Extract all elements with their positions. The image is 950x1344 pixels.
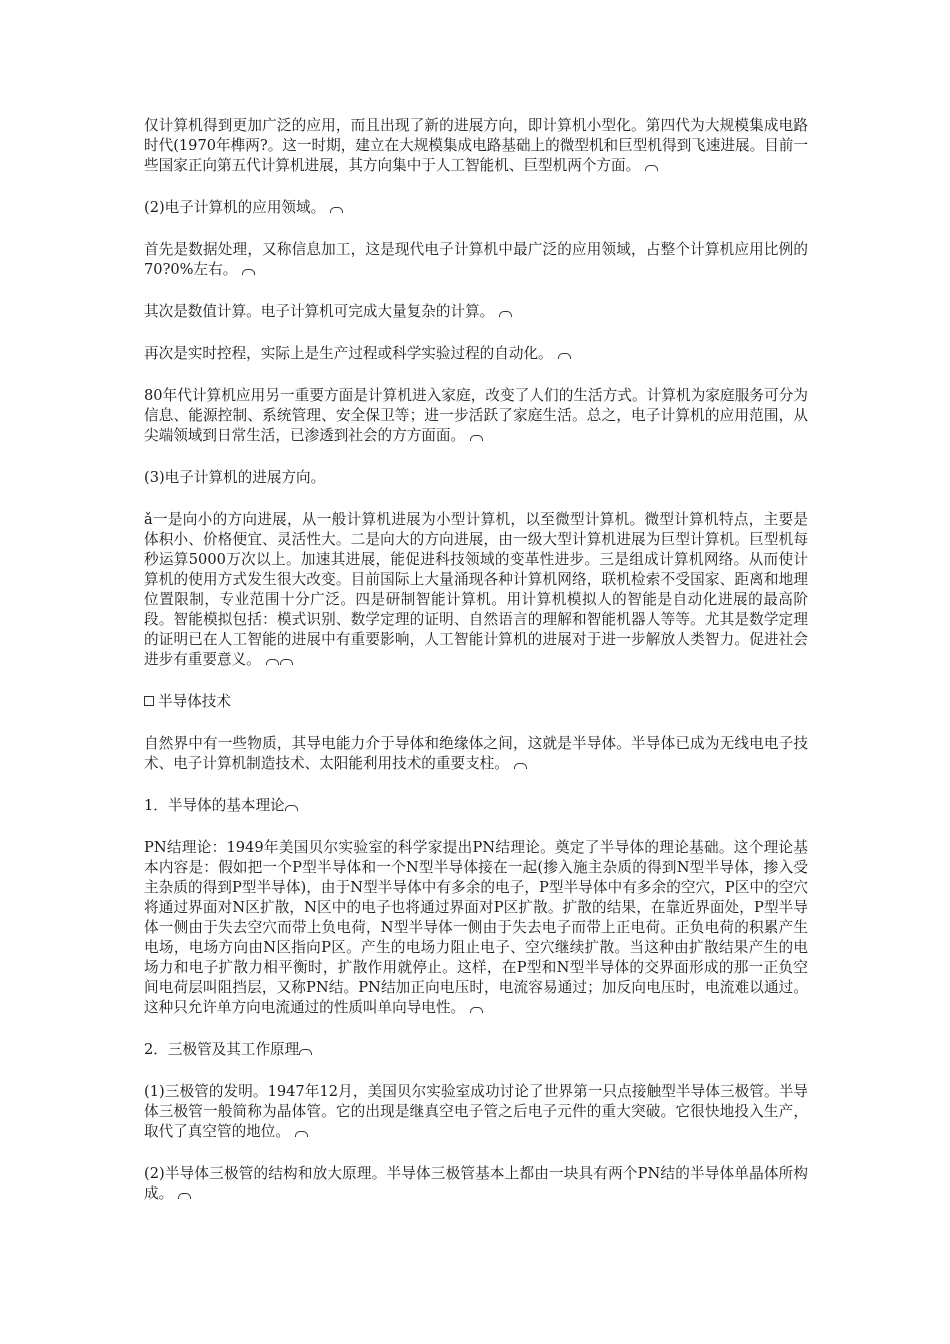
- paragraph-home-computing: 80年代计算机应用另一重要方面是计算机进入家庭，改变了人们的生活方式。计算机为家庭服务可分为信息、能源控制、系统管理、安全保卫等；进一步活跃了家庭生活。总之，电子计算机的应用范围，从尖端领域到日常生活，已渗透到社会的方方面面。: [144, 387, 808, 444]
- paragraph-mark-icon: [280, 659, 293, 665]
- paragraph-mark-icon: [499, 311, 512, 317]
- paragraph-development-details: ǎ一是向小的方向进展，从一般计算机进展为小型计算机，以至微型计算机。微型计算机特点，主要是体积小、价格便宜、灵活性大。二是向大的方向进展，由一级大型计算机进展为巨型计算机。巨型机每秒运算5000万次以上。加速其进展，能促进科技领域的变革性进步。三是组成计算机网络。从而使计算机的使用方式发生很大改变。目前国际上大量涌现各种计算机网络，联机检索不受国家、距离和地理位置限制，专业范围十分广泛。四是研制智能计算机。用计算机模拟人的智能是自动化进展的最高阶段。智能模拟包括：模式识别、数学定理的证明、自然语言的理解和智能机器人等等。尤其是数学定理的证明已在人工智能的进展中有重要影响，人工智能计算机的进展对于进一步解放人类智力。促进社会进步有重要意义。: [144, 511, 808, 668]
- paragraph-mark-icon: [330, 207, 343, 213]
- paragraph-mark-icon: [645, 165, 658, 171]
- paragraph-mark-icon: [470, 1007, 483, 1013]
- paragraph-mark-icon: [514, 763, 527, 769]
- heading-transistor-principle: 2．三极管及其工作原理: [144, 1040, 808, 1060]
- paragraph-mark-icon: [242, 269, 255, 275]
- paragraph-computer-generations: 仅计算机得到更加广泛的应用，而且出现了新的进展方向，即计算机小型化。第四代为大规模集成电路时代(1970年榫两?。这一时期，建立在大规模集成电路基础上的微型机和巨型机得到飞速进展。目前一些国家正向第五代计算机进展，其方向集中于人工智能机、巨型机两个方面。: [144, 117, 808, 174]
- paragraph-mark-icon: [266, 659, 279, 665]
- paragraph-mark-icon: [295, 1131, 308, 1137]
- paragraph-data-processing: 首先是数据处理，又称信息加工，这是现代电子计算机中最广泛的应用领域，占整个计算机应用比例的70?0%左右。: [144, 241, 808, 278]
- checkbox-square-icon: [144, 696, 154, 706]
- paragraph-transistor-invention: (1)三极管的发明。1947年12月，美国贝尔实验室成功讨论了世界第一只点接触型半导体三极管。半导体三极管一般简称为晶体管。它的出现是继真空电子管之后电子元件的重大突破。它很快地投入生产，取代了真空管的地位。: [144, 1083, 808, 1140]
- paragraph-numerical-computing: 其次是数值计算。电子计算机可完成大量复杂的计算。: [144, 302, 808, 322]
- paragraph-mark-icon: [178, 1193, 191, 1199]
- paragraph-mark-icon: [299, 1049, 312, 1055]
- paragraph-mark-icon: [285, 805, 298, 811]
- document-page: [144, 116, 808, 1226]
- paragraph-mark-icon: [558, 353, 571, 359]
- paragraph-pn-junction: PN结理论：1949年美国贝尔实验室的科学家提出PN结理论。奠定了半导体的理论基础。这个理论基本内容是：假如把一个P型半导体和一个N型半导体接在一起(掺入施主杂质的得到N型半导体，掺入受主杂质的得到P型半导体)，由于N型半导体中有多余的电子，P型半导体中有多余的空穴，P区中的空穴将通过界面对N区扩散，N区中的电子也将通过界面对P区扩散。扩散的结果，在靠近界面处，P型半导体一侧由于失去空穴而带上负电荷，N型半导体一侧由于失去电子而带上正电荷。正负电荷的积累产生电场，电场方向由N区指向P区。产生的电场力阻止电子、空穴继续扩散。当这种由扩散结果产生的电场力和电子扩散力相平衡时，扩散作用就停止。这样，在P型和N型半导体的交界面形成的那一正负空间电荷层叫阻挡层，又称PN结。PN结加正向电压时，电流容易通过；加反向电压时，电流难以通过。这种只允许单方向电流通过的性质叫单向导电性。: [144, 839, 808, 1016]
- paragraph-mark-icon: [470, 435, 483, 441]
- heading-development-direction: (3)电子计算机的进展方向。: [144, 469, 326, 486]
- heading-application-fields: (2)电子计算机的应用领域。: [144, 198, 808, 218]
- heading-semiconductor-technology: 半导体技术: [144, 692, 808, 712]
- paragraph-semiconductor-intro: 自然界中有一些物质，其导电能力介于导体和绝缘体之间，这就是半导体。半导体已成为无线电电子技术、电子计算机制造技术、太阳能利用技术的重要支柱。: [144, 735, 808, 772]
- heading-basic-theory: 1．半导体的基本理论: [144, 796, 808, 816]
- paragraph-transistor-structure: (2)半导体三极管的结构和放大原理。半导体三极管基本上都由一块具有两个PN结的半导体单晶体所构成。: [144, 1165, 808, 1202]
- paragraph-realtime-control: 再次是实时控程，实际上是生产过程或科学实验过程的自动化。: [144, 344, 808, 364]
